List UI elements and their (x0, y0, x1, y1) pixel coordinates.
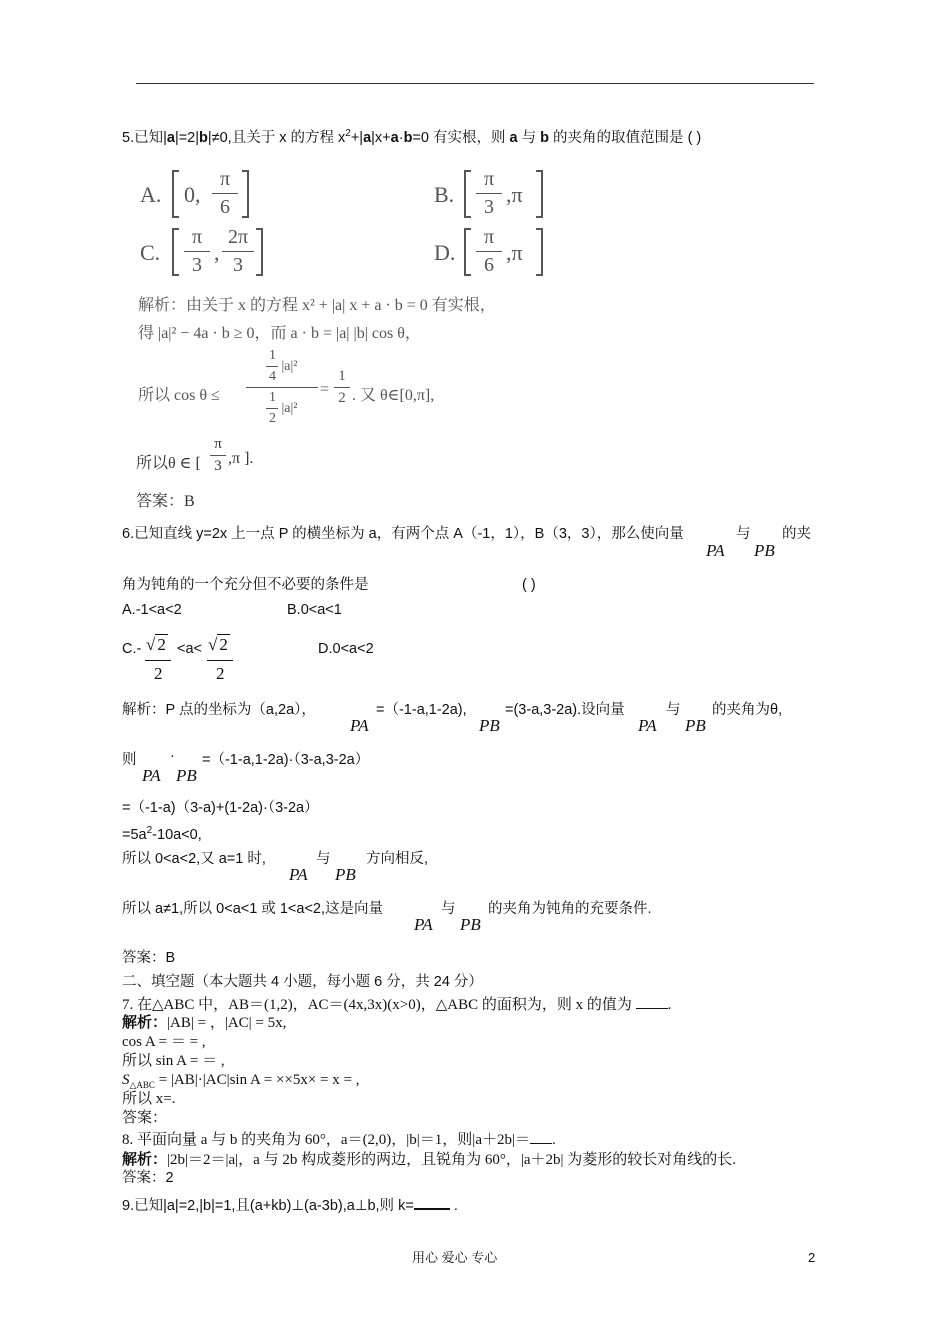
q6-sol-4 (122, 825, 202, 844)
sqrt-2-a: √ 2 (146, 635, 166, 654)
q8-answer: 答案：2 (122, 1170, 174, 1186)
denominator: 2 (216, 664, 225, 683)
q5-text: 与 (517, 129, 541, 146)
scan-solution-line-4-post: ,π ]. (228, 450, 254, 467)
header-rule (136, 83, 814, 84)
q5-text: a (363, 129, 372, 146)
q5-text: |x+ (371, 129, 391, 146)
q5-text: b (540, 129, 550, 146)
left-bracket (172, 170, 179, 218)
frac-den: 3 (484, 196, 494, 218)
q7-sub: △ABC (129, 1080, 155, 1090)
frac-num: 2π (227, 226, 249, 248)
big-frac-den (246, 390, 318, 427)
q6-sol-2a: 则 (122, 752, 137, 768)
frac-num: π (191, 226, 203, 248)
scan-solution-line-4-prefix: 所以θ ∈ [ (136, 455, 201, 472)
frac-den: 6 (484, 254, 494, 276)
frac-den: 6 (220, 196, 230, 218)
answer-blank (414, 1196, 450, 1210)
q8-text: |2b|＝2＝|a|，a 与 2b 构成菱形的两边，且锐角为 60°，|a＋2b| 为菱形的较长对角线的长. (167, 1152, 737, 1168)
q7-sol-4 (122, 1071, 360, 1091)
frac-den: 3 (192, 254, 202, 276)
q7-text: = |AB|·|AC|sin A = ××5x× = x = , (154, 1072, 360, 1088)
frac-num: 1 (338, 368, 346, 384)
q7-text: 7. 在△ABC 中，AB＝(1,2)，AC＝(4x,3x)(x>0)，△ABC 的面积为，则 x 的值为 (122, 997, 632, 1013)
q5-text: |=2| (174, 129, 200, 146)
q7-sol-2: cos A = ＝ = , (122, 1034, 206, 1050)
frac-text: |a|² (281, 358, 298, 374)
frac-num: π (214, 436, 222, 452)
option-b-tail: ,π (506, 182, 523, 207)
frac-text: |a|² (281, 400, 298, 416)
q5-text: +| (350, 129, 364, 146)
page-number: 2 (808, 1250, 816, 1265)
scan-pi-third (210, 436, 226, 475)
q5-text: a (166, 129, 175, 146)
frac-den: 3 (214, 458, 222, 474)
frac-den: 2 (268, 411, 276, 426)
denominator: 2 (154, 664, 163, 683)
option-d-label: D. (434, 240, 456, 265)
frac-bar (210, 455, 226, 456)
scan-solution-line-3-post: . 又 θ∈[0,π], (352, 387, 435, 404)
scan-solution-line-2: 得 |a|² − 4a · b ≥ 0，而 a · b = |a| |b| cos θ， (138, 325, 421, 342)
q6-option-c-mid: <a< (177, 641, 202, 657)
vector-pa: PA (350, 716, 369, 735)
q5-text: a (390, 129, 399, 146)
q6-sol-1d: 与 (666, 702, 681, 718)
q8-text: 8. 平面向量 a 与 b 的夹角为 60°，a＝(2,0)，|b|＝1，则|a＋2b|＝ (122, 1132, 530, 1148)
vector-pa: PA (638, 716, 657, 735)
q5-line (122, 128, 701, 147)
option-b-fraction (476, 168, 502, 219)
frac-bar (334, 387, 350, 388)
q6-sol-6a: 所以 a≠1,所以 0<a<1 或 1<a<2,这是向量 (122, 901, 384, 917)
vector-pb: PB (460, 915, 481, 934)
right-bracket (536, 170, 543, 218)
q6-sol-1c: =(3-a,3-2a).设向量 (505, 702, 625, 718)
frac-den: 4 (268, 369, 276, 384)
option-a-label: A. (140, 182, 162, 207)
q6-option-b: B.0<a<1 (287, 602, 342, 618)
q9-line (122, 1196, 458, 1215)
q8-line (122, 1131, 556, 1149)
left-bracket (172, 228, 179, 276)
q6-sol-2b: =（-1-a,1-2a)·（3-a,3-2a） (202, 752, 370, 768)
option-c-label: C. (140, 240, 161, 265)
solution-label: 解析： (122, 1015, 168, 1031)
q6-option-c-prefix: C.- (122, 641, 142, 657)
q6-sol-5b: 与 (316, 851, 331, 867)
scan-half (334, 368, 350, 407)
q6-line-2: 角为钝角的一个充分但不必要的条件是 (122, 577, 369, 593)
q5-scanned-image (134, 168, 604, 508)
frac-num: 1 (268, 390, 276, 405)
option-a-value: 0, (184, 182, 201, 207)
frac-bar (266, 408, 278, 409)
fraction-bar (145, 660, 171, 661)
vector-pb: PB (685, 716, 706, 735)
q7-sol-1 (122, 1014, 286, 1032)
frac-bar (266, 366, 278, 367)
radicand: 2 (157, 635, 166, 654)
q7-text: . (667, 997, 672, 1013)
frac-bar (212, 193, 238, 194)
q5-text: b (403, 129, 413, 146)
q6-sol-4-text: =5a (122, 826, 147, 843)
option-a-fraction (212, 168, 238, 219)
frac-bar (184, 251, 210, 252)
q6-sol-4-text: -10a<0, (152, 826, 202, 843)
frac-num: 1 (268, 348, 276, 363)
fraction-bar (207, 660, 233, 661)
q6-sol-5c: 方向相反, (366, 851, 429, 867)
solution-label: 解析： (122, 1152, 168, 1168)
radicand: 2 (219, 635, 228, 654)
q5-text: 2 (345, 128, 351, 139)
q7-sol-5: 所以 x=. (122, 1091, 176, 1107)
q6-paren: ( ) (522, 577, 536, 593)
frac-num: π (483, 168, 495, 190)
q6-sol-1e: 的夹角为θ, (712, 702, 783, 718)
frac-bar (246, 387, 318, 388)
answer-blank (530, 1131, 552, 1144)
right-bracket (242, 170, 249, 218)
scan-big-fraction (246, 348, 318, 427)
frac-den: 2 (338, 390, 346, 406)
q7-text: |AB| = ，|AC| = 5x, (167, 1015, 287, 1031)
right-bracket (536, 228, 543, 276)
right-bracket (256, 228, 263, 276)
q6-line-1: 6.已知直线 y=2x 上一点 P 的横坐标为 a，有两个点 A（-1，1），B（3，3），那么使向量 (122, 526, 684, 542)
q6-sol-6b: 与 (441, 901, 456, 917)
vector-pa: PA (142, 766, 161, 785)
frac-num: π (483, 226, 495, 248)
q5-text: a (509, 129, 518, 146)
vector-pa: PA (414, 915, 433, 934)
q6-sol-1b: =（-1-a,1-2a), (376, 702, 467, 718)
q6-sol-3: =（-1-a)（3-a)+(1-2a)·（3-2a） (122, 800, 319, 816)
vector-pa: PA (289, 865, 308, 884)
q6-sol-5a: 所以 0<a<2,又 a=1 时, (122, 851, 266, 867)
big-frac-num (246, 348, 318, 385)
scan-solution-line-1: 解析：由关于 x 的方程 x² + |a| x + a · b = 0 有实根， (138, 297, 496, 314)
q8-sol (122, 1151, 736, 1169)
q5-text: 的夹角的取值范围是 ( ) (549, 129, 702, 146)
sqrt-2-b: √ 2 (208, 635, 228, 654)
q6-sol-6c: 的夹角为钝角的充要条件. (488, 901, 652, 917)
footer-slogan: 用心 爱心 专心 (412, 1250, 498, 1265)
frac-bar (476, 251, 502, 252)
q8-text: . (551, 1132, 556, 1148)
q7-sol-3: 所以 sin A = ＝ , (122, 1053, 225, 1069)
vector-pb: PB (176, 766, 197, 785)
q5-text: b (199, 129, 208, 146)
left-bracket (464, 228, 471, 276)
option-c-fraction-2 (222, 226, 254, 277)
q6-answer: 答案：B (122, 950, 176, 966)
q5-text: · (398, 129, 404, 146)
q6-option-d: D.0<a<2 (318, 641, 374, 657)
frac-bar (476, 193, 502, 194)
frac-num: π (219, 168, 231, 190)
option-d-fraction (476, 226, 502, 277)
vector-pa: PA (706, 541, 725, 560)
answer-blank (636, 996, 668, 1009)
option-c-fraction-1 (184, 226, 210, 277)
q6-tail: 的夹 (782, 526, 811, 542)
q6-option-a: A.-1<a<2 (122, 602, 182, 618)
q7-answer: 答案： (122, 1110, 168, 1126)
q9-text: 9.已知|a|=2,|b|=1,且(a+kb)⊥(a-3b),a⊥b,则 k= (122, 1198, 414, 1214)
frac-den: 3 (233, 254, 243, 276)
small-frac (266, 390, 278, 427)
q9-text: . (449, 1198, 458, 1214)
q5-text: |≠0,且关于 x 的方程 x (207, 129, 346, 146)
q6-sol-4-sup: 2 (146, 825, 153, 836)
q6-sol-2dot: · (170, 748, 175, 764)
scan-solution-line-3-prefix: 所以 cos θ ≤ (138, 387, 220, 404)
option-c-sep: , (214, 240, 220, 265)
scan-answer: 答案：B (136, 493, 195, 510)
q6-sol-1a: 解析：P 点的坐标为（a,2a）， (122, 702, 316, 718)
option-d-tail: ,π (506, 240, 523, 265)
option-b-label: B. (434, 182, 455, 207)
q5-text: =0 有实根，则 (412, 129, 510, 146)
q7-text: S (122, 1072, 130, 1088)
left-bracket (464, 170, 471, 218)
scan-eq: = (320, 381, 330, 398)
frac-bar (222, 251, 254, 252)
vector-pb: PB (479, 716, 500, 735)
q5-text: 5.已知| (122, 129, 167, 146)
q6-with: 与 (736, 526, 751, 542)
small-frac (266, 348, 278, 385)
vector-pb: PB (335, 865, 356, 884)
vector-pb: PB (754, 541, 775, 560)
q7-line (122, 996, 671, 1014)
section-heading: 二、填空题（本大题共 4 小题，每小题 6 分，共 24 分） (122, 974, 483, 990)
